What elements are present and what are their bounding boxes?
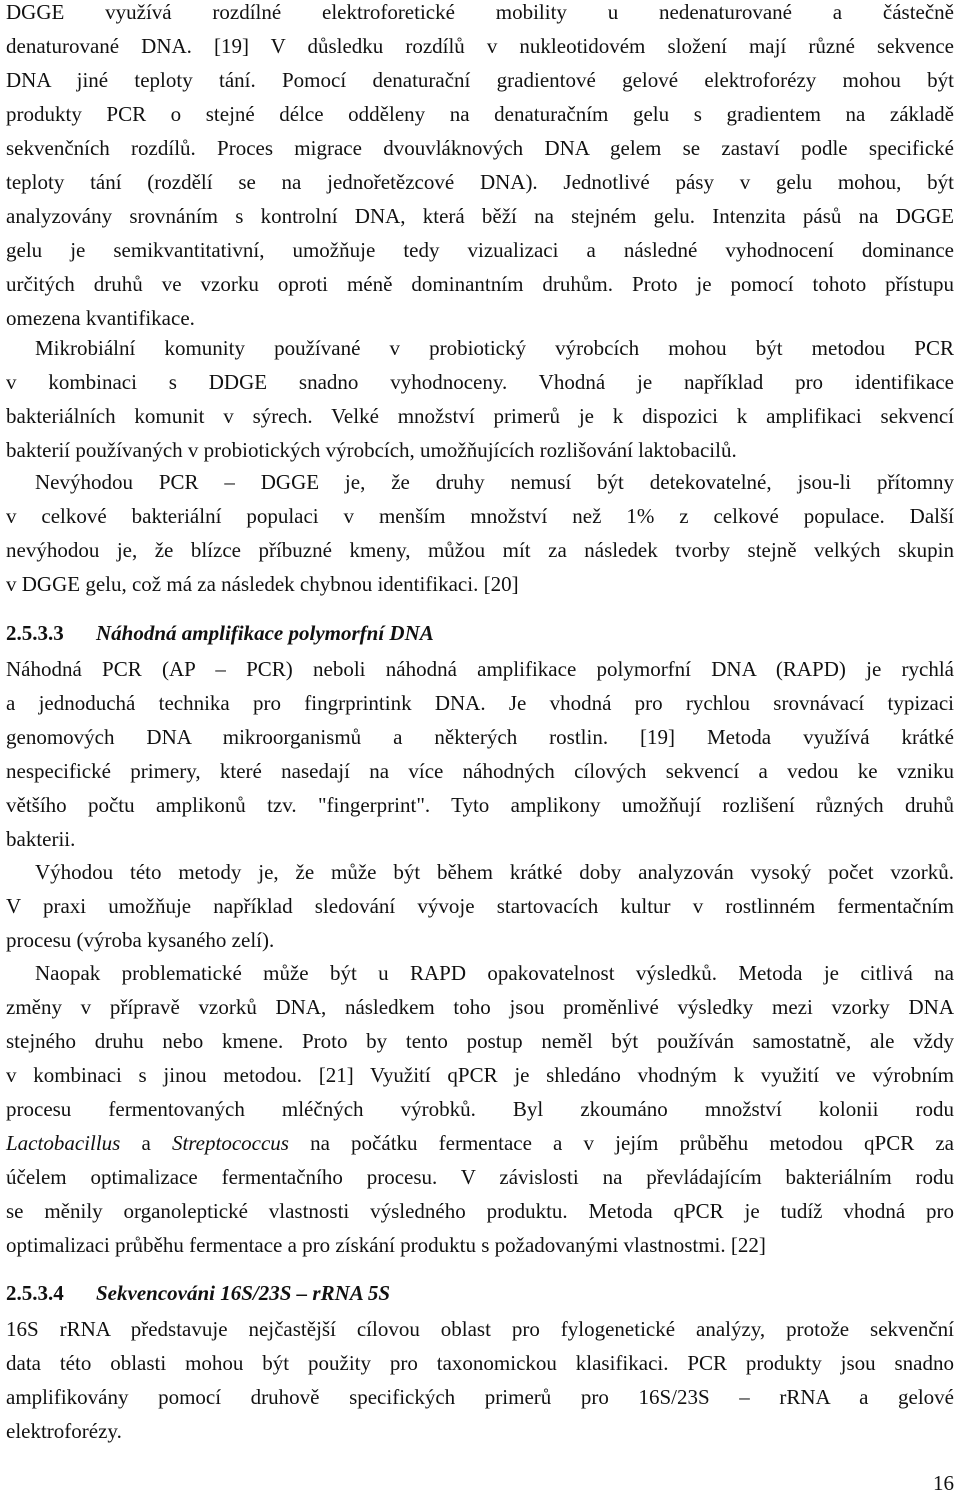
text-line: elektroforézy. <box>6 1419 122 1443</box>
text-line: sekvenčních rozdílů. Proces migrace dvouvláknových DNA gelem se zastaví podle specifické <box>6 136 954 160</box>
paragraph-dgge-intro <box>6 0 954 335</box>
text-line: gelu je semikvantitativní, umožňuje tedy vizualizaci a následné vyhodnocení dominance <box>6 238 954 262</box>
text-line: v DGGE gelu, což má za následek chybnou identifikaci. [20] <box>6 572 519 596</box>
text-line: v kombinaci s DDGE snadno vyhodnoceny. Vhodná je například pro identifikace <box>6 370 954 394</box>
text-line: genomových DNA mikroorganismů a některých rostlin. [19] Metoda využívá krátké <box>6 725 954 749</box>
text-line: bakterií používaných v probiotických výrobcích, umožňujících rozlišování laktobacilů. <box>6 438 737 462</box>
text-line: DGGE využívá rozdílné elektroforetické mobility u nedenaturované a částečně <box>6 0 954 24</box>
section-number: 2.5.3.3 <box>6 621 64 645</box>
text-line: teploty tání (rozdělí se na jednořetězcové DNA). Jednotlivé pásy v gelu mohou, být <box>6 170 954 194</box>
section-heading-rapd <box>6 616 434 650</box>
text-line: 16S rRNA představuje nejčastější cílovou oblast pro fylogenetické analýzy, protože sekvenční <box>6 1317 954 1341</box>
text-line: bakteriálních komunit v sýrech. Velké množství primerů je k dispozici k amplifikaci sekvencí <box>6 404 954 428</box>
text-line: a jednoduchá technika pro fingrprintink DNA. Je vhodná pro rychlou srovnávací typizaci <box>6 691 954 715</box>
text-line: denaturované DNA. [19] V důsledku rozdílů v nukleotidovém složení mají různé sekvence <box>6 34 954 58</box>
paragraph-rapd-advantage <box>6 855 954 957</box>
text-line: Mikrobiální komunity používané v probiotický výrobcích mohou být metodou PCR <box>35 336 954 360</box>
text-line: procesu (výroba kysaného zelí). <box>6 928 275 952</box>
text-line: bakterii. <box>6 827 76 851</box>
text-line: se měnily organoleptické vlastnosti výsledného produktu. Metoda qPCR je tudíž vhodná pro <box>6 1199 954 1223</box>
text-line: většího počtu amplikonů tzv. "fingerprint". Tyto amplikony umožňují rozlišení různých druhů <box>6 793 954 817</box>
text-line: účelem optimalizace fermentačního procesu. V závislosti na převládajícím bakteriálním rodu <box>6 1165 954 1189</box>
section-title: Náhodná amplifikace polymorfní DNA <box>96 621 434 645</box>
text-line: produkty PCR o stejné délce odděleny na denaturačním gelu s gradientem na základě <box>6 102 954 126</box>
text-line: Nevýhodou PCR – DGGE je, že druhy nemusí být detekovatelné, jsou-li přítomny <box>35 470 954 494</box>
text-line: V praxi umožňuje například sledování vývoje startovacích kultur v rostlinném fermentačním <box>6 894 954 918</box>
paragraph-probiotic-pcr <box>6 331 954 467</box>
paragraph-rapd-problems <box>6 956 954 1262</box>
text-line: určitých druhů ve vzorku oproti méně dominantním druhům. Proto je pomocí tohoto přístupu <box>6 272 954 296</box>
text-line: procesu fermentovaných mléčných výrobků. Byl zkoumáno množství kolonii rodu <box>6 1097 954 1121</box>
text-line: Naopak problematické může být u RAPD opakovatelnost výsledků. Metoda je citlivá na <box>35 961 954 985</box>
text-line: amplifikovány pomocí druhově specifických primerů pro 16S/23S – rRNA a gelové <box>6 1385 954 1409</box>
text-line: v kombinaci s jinou metodou. [21] Využití qPCR je shledáno vhodným k využití ve výrobním <box>6 1063 954 1087</box>
paragraph-rapd-intro <box>6 652 954 856</box>
paragraph-16s-rrna <box>6 1312 954 1448</box>
genus-name: Lactobacillus <box>6 1131 121 1155</box>
text-line: Lactobacillus a Streptococcus na počátku fermentace a v jejím průběhu metodou qPCR za <box>6 1131 954 1155</box>
text-line: data této oblasti mohou být použity pro taxonomickou klasifikaci. PCR produkty jsou snadno <box>6 1351 954 1375</box>
text-line: Výhodou této metody je, že může být během krátké doby analyzován vysoký počet vzorků. <box>35 860 954 884</box>
text-line: optimalizaci průběhu fermentace a pro získání produktu s požadovanými vlastnostmi. [22] <box>6 1233 766 1257</box>
text-line: nespecifické primery, které nasedají na více náhodných cílových sekvencí a vedou ke vzniku <box>6 759 954 783</box>
text-line: omezena kvantifikace. <box>6 306 195 330</box>
page-number: 16 <box>933 1471 954 1495</box>
section-title: Sekvencováni 16S/23S – rRNA 5S <box>96 1281 391 1305</box>
section-number: 2.5.3.4 <box>6 1281 64 1305</box>
text-line: analyzovány srovnáním s kontrolní DNA, která běží na stejném gelu. Intenzita pásů na DGGE <box>6 204 954 228</box>
paragraph-dgge-disadvantage <box>6 465 954 601</box>
genus-name: Streptococcus <box>171 1131 289 1155</box>
text-line: Náhodná PCR (AP – PCR) neboli náhodná amplifikace polymorfní DNA (RAPD) je rychlá <box>6 657 954 681</box>
text-line: změny v přípravě vzorků DNA, následkem toho jsou proměnlivé výsledky mezi vzorky DNA <box>6 995 954 1019</box>
text-line: stejného druhu nebo kmene. Proto by tento postup neměl být používán samostatně, ale vždy <box>6 1029 954 1053</box>
text-line: v celkové bakteriální populaci v menším množství než 1% z celkové populace. Další <box>6 504 954 528</box>
section-heading-16s <box>6 1276 390 1310</box>
text-line: DNA jiné teploty tání. Pomocí denaturační gradientové gelové elektroforézy mohou být <box>6 68 954 92</box>
text-line: nevýhodou je, že blízce příbuzné kmeny, můžou mít za následek tvorby stejně velkých skupin <box>6 538 954 562</box>
